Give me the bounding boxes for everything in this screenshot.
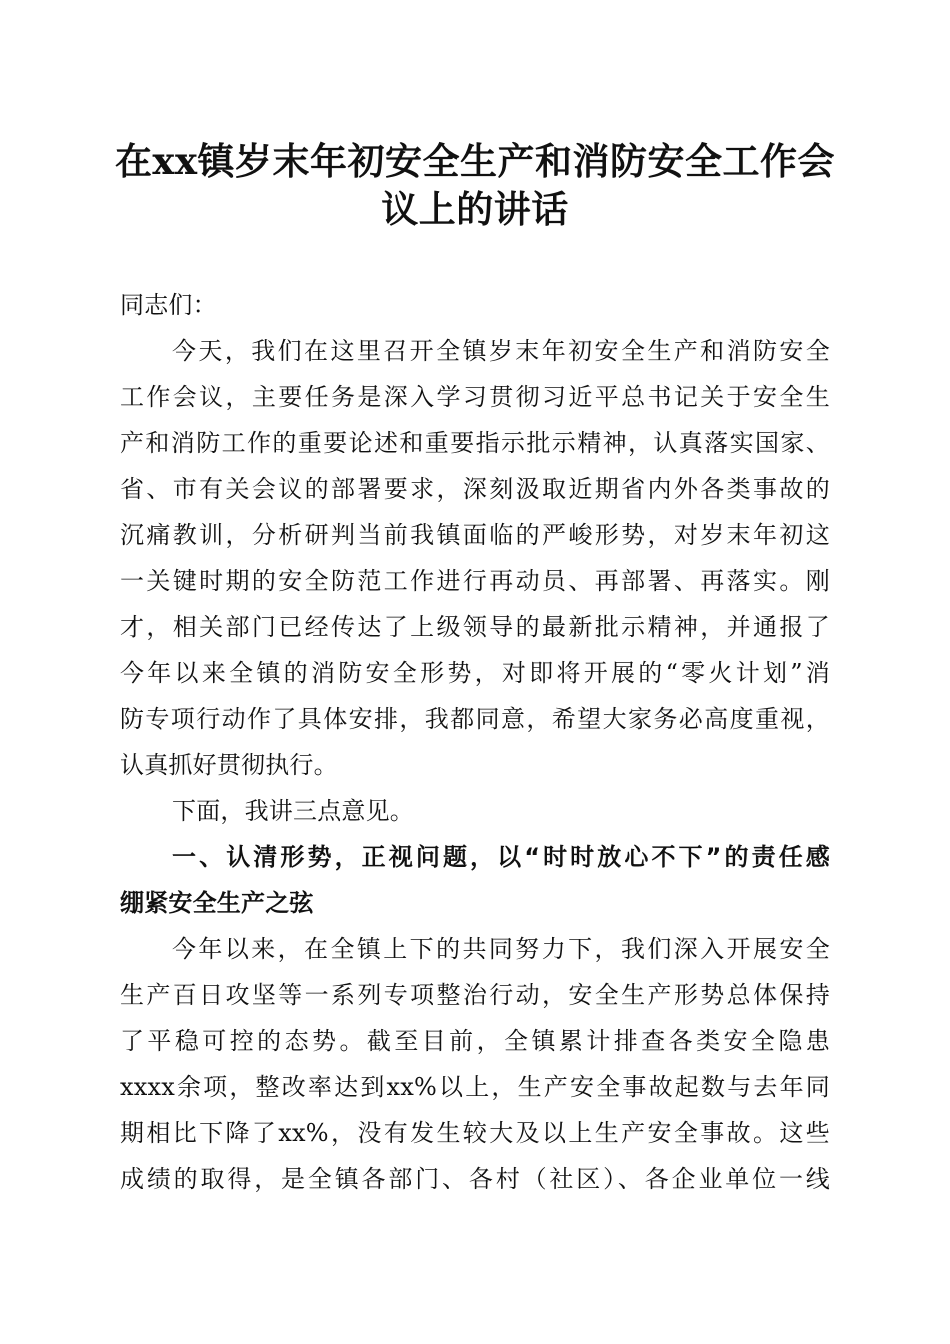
- section-heading-line: 绷紧安全生产之弦: [120, 889, 314, 917]
- salutation: 同志们：: [120, 291, 217, 319]
- section-heading-line: 一、认清形势，正视问题，以“时时放心不下”的责任感: [172, 843, 830, 871]
- paragraph-line: 工作会议，主要任务是深入学习贯彻习近平总书记关于安全生: [120, 383, 830, 411]
- document-body: [120, 282, 830, 1202]
- paragraph-line: 才，相关部门已经传达了上级领导的最新批示精神，并通报了: [120, 613, 830, 641]
- paragraph-line: 防专项行动作了具体安排，我都同意，希望大家务必高度重视，: [120, 705, 830, 733]
- title-line: 议上的讲话: [381, 187, 569, 231]
- paragraph-line: 认真抓好贯彻执行。: [120, 751, 338, 779]
- paragraph-line: xxxx余项，整改率达到xx%以上，生产安全事故起数与去年同: [120, 1073, 830, 1101]
- paragraph-line: 今年以来全镇的消防安全形势，对即将开展的“零火计划”消: [120, 659, 830, 687]
- paragraph-line: 了平稳可控的态势。截至目前，全镇累计排查各类安全隐患: [120, 1027, 830, 1055]
- paragraph-line: 一关键时期的安全防范工作进行再动员、再部署、再落实。刚: [120, 567, 830, 595]
- paragraph-line: 生产百日攻坚等一系列专项整治行动，安全生产形势总体保持: [120, 981, 830, 1009]
- paragraph-line: 省、市有关会议的部署要求，深刻汲取近期省内外各类事故的: [120, 475, 830, 503]
- paragraph-line: 今年以来，在全镇上下的共同努力下，我们深入开展安全: [172, 935, 830, 963]
- paragraph-line: 下面，我讲三点意见。: [172, 797, 414, 825]
- paragraph-line: 成绩的取得，是全镇各部门、各村（社区）、各企业单位一线: [120, 1165, 830, 1193]
- paragraph-line: 今天，我们在这里召开全镇岁末年初安全生产和消防安全: [172, 337, 830, 365]
- document-title: [110, 137, 840, 233]
- title-line: 在xx镇岁末年初安全生产和消防安全工作会: [114, 139, 836, 183]
- paragraph-line: 产和消防工作的重要论述和重要指示批示精神，认真落实国家、: [120, 429, 830, 457]
- paragraph-line: 沉痛教训，分析研判当前我镇面临的严峻形势，对岁末年初这: [120, 521, 830, 549]
- paragraph-line: 期相比下降了xx%，没有发生较大及以上生产安全事故。这些: [120, 1119, 830, 1147]
